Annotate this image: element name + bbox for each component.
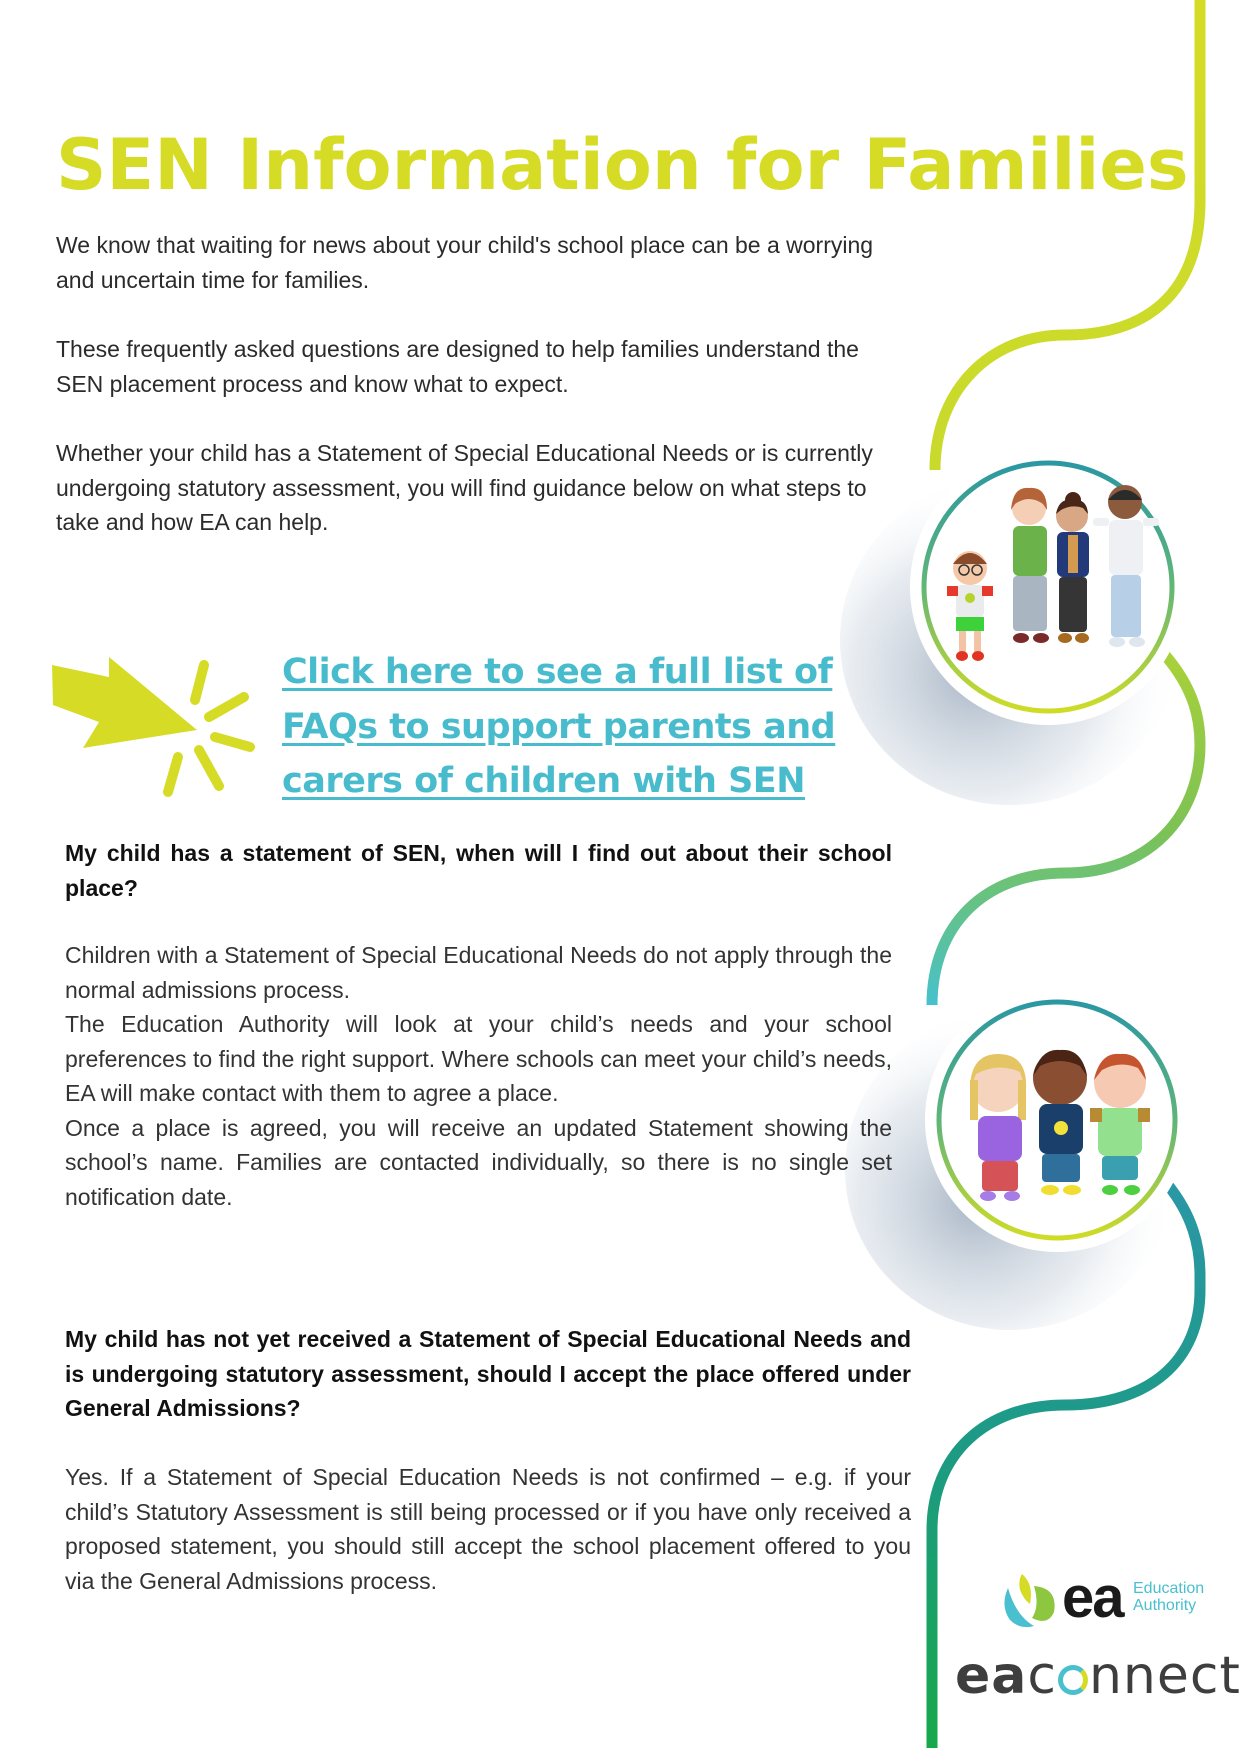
eaconnect-suffix: nnect bbox=[1088, 1646, 1241, 1706]
family-group-illustration bbox=[925, 480, 1175, 680]
adult-figure-1 bbox=[1011, 488, 1049, 643]
faq-answer bbox=[65, 1460, 911, 1598]
eaconnect-prefix: ea bbox=[955, 1646, 1028, 1706]
adult-figure-3 bbox=[1093, 485, 1159, 647]
ea-leaf-icon bbox=[1000, 1570, 1060, 1632]
child-figure-boy-1 bbox=[1033, 1050, 1087, 1195]
ea-tagline bbox=[1133, 1580, 1204, 1614]
faq-answer bbox=[65, 938, 892, 1214]
intro-paragraph: Whether your child has a Statement of Special Educational Needs or is currently undergoing statutory assessment, you will find guidance below on what steps to take and how EA can help. bbox=[56, 440, 873, 535]
child-figure bbox=[947, 551, 993, 661]
page-title: SEN Information for Families bbox=[56, 124, 1189, 206]
eaconnect-logo bbox=[955, 1646, 1241, 1706]
child-figure-girl bbox=[970, 1054, 1026, 1201]
intro-paragraph: We know that waiting for news about your child's school place can be a worrying and uncertain time for families. bbox=[56, 232, 874, 293]
child-figure-boy-2 bbox=[1090, 1054, 1150, 1195]
intro-paragraph: These frequently asked questions are designed to help families understand the SEN placement process and know what to expect. bbox=[56, 336, 859, 397]
eaconnect-c: c bbox=[1027, 1646, 1057, 1706]
faq-answer-paragraph: Yes. If a Statement of Special Education Needs is not confirmed – e.g. if your child’s Statutory Assessment is still being processed or if you have only received a proposed statement, you should still accept the school placement offered to you via the General Admissions process. bbox=[65, 1464, 911, 1594]
faq-question: My child has not yet received a Statement of Special Educational Needs and is undergoing statutory assessment, should I accept the place offered under General Admissions? bbox=[65, 1326, 911, 1421]
ea-wordmark: ea bbox=[1062, 1565, 1123, 1630]
ea-tagline-line: Education bbox=[1133, 1580, 1205, 1597]
faq-answer-paragraph: Once a place is agreed, you will receive an updated Statement showing the school’s name. Families are contacted individually, so there is no single set notification date. bbox=[65, 1114, 892, 1210]
faq-list-link[interactable]: Click here to see a full list of FAQs to support parents and carers of children with SEN bbox=[282, 652, 836, 801]
ea-logo bbox=[1000, 1565, 1215, 1632]
faq-answer-paragraph: The Education Authority will look at your child’s needs and your school preferences to find the right support. Where schools can meet your child’s needs, EA will make contact with them to agree a place. bbox=[65, 1011, 892, 1106]
faq-question: My child has a statement of SEN, when will I find out about their school place? bbox=[65, 840, 892, 901]
ea-tagline-line: Authority bbox=[1133, 1597, 1197, 1614]
click-cursor-icon bbox=[40, 640, 270, 810]
faq-answer-paragraph: Children with a Statement of Special Educational Needs do not apply through the normal admissions process. bbox=[65, 942, 892, 1003]
lightbulb-o-icon bbox=[1058, 1665, 1088, 1695]
children-group-illustration bbox=[940, 1040, 1180, 1210]
adult-figure-2 bbox=[1056, 492, 1089, 643]
